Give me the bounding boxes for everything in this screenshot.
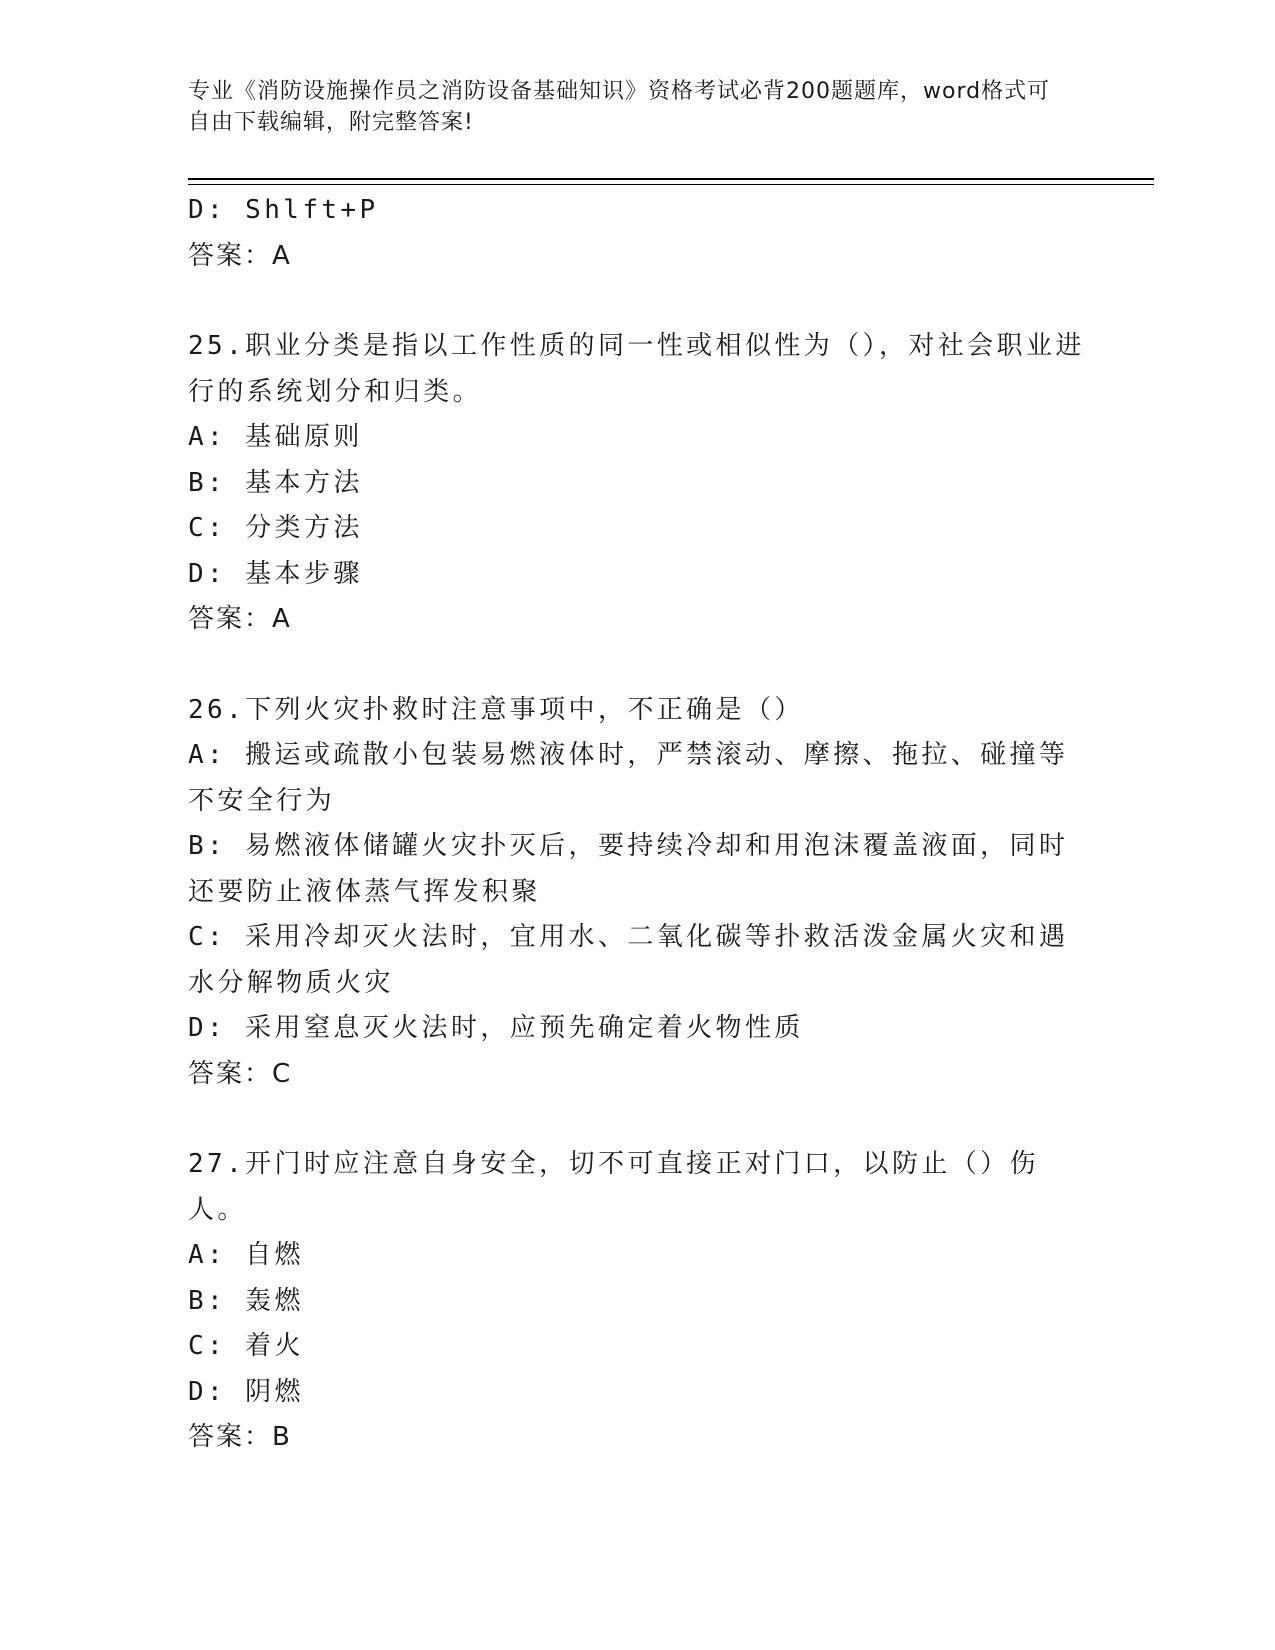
- question-27: [188, 1142, 1088, 1461]
- answer: 答案：B: [188, 1422, 292, 1452]
- option-c: C: 着火: [188, 1331, 304, 1361]
- option-c: C: 采用冷却灭火法时，宜用水、二氧化碳等扑救活泼金属火灾和遇水分解物质火灾: [188, 922, 1069, 998]
- continued-option-d: D: Shlft+P: [188, 195, 379, 225]
- page-header: 专业《消防设施操作员之消防设备基础知识》资格考试必背200题题库，word格式可自由下载编辑，附完整答案!: [188, 79, 1051, 135]
- exam-content: [188, 188, 1088, 1461]
- option-c: C: 分类方法: [188, 513, 363, 543]
- option-b: B: 易燃液体储罐火灾扑灭后，要持续冷却和用泡沫覆盖液面，同时还要防止液体蒸气挥发积聚: [188, 831, 1069, 907]
- question-stem: 27.开门时应注意自身安全，切不可直接正对门口，以防止（）伤人。: [188, 1149, 1039, 1225]
- option-b: B: 基本方法: [188, 467, 363, 498]
- answer: 答案：C: [188, 1058, 293, 1089]
- option-a: A: 自燃: [188, 1240, 304, 1270]
- option-a: A: 搬运或疏散小包装易燃液体时，严禁滚动、摩擦、拖拉、碰撞等不安全行为: [188, 740, 1069, 816]
- question-stem: 25.职业分类是指以工作性质的同一性或相似性为（），对社会职业进行的系统划分和归类。: [188, 331, 1085, 407]
- option-b: B: 轰燃: [188, 1285, 304, 1316]
- option-d: D: 采用窒息灭火法时，应预先确定着火物性质: [188, 1013, 804, 1043]
- question-stem: 26.下列火灾扑救时注意事项中，不正确是（）: [188, 694, 804, 725]
- option-a: A: 基础原则: [188, 422, 363, 452]
- header-rule-thick: [188, 178, 1154, 180]
- header-rule-thin: [188, 184, 1154, 185]
- continued-answer: 答案：A: [188, 240, 292, 271]
- answer: 答案：A: [188, 604, 292, 634]
- question-25: [188, 324, 1088, 643]
- question-26: [188, 688, 1088, 1098]
- option-d: D: 基本步骤: [188, 558, 363, 589]
- option-d: D: 阴燃: [188, 1376, 304, 1407]
